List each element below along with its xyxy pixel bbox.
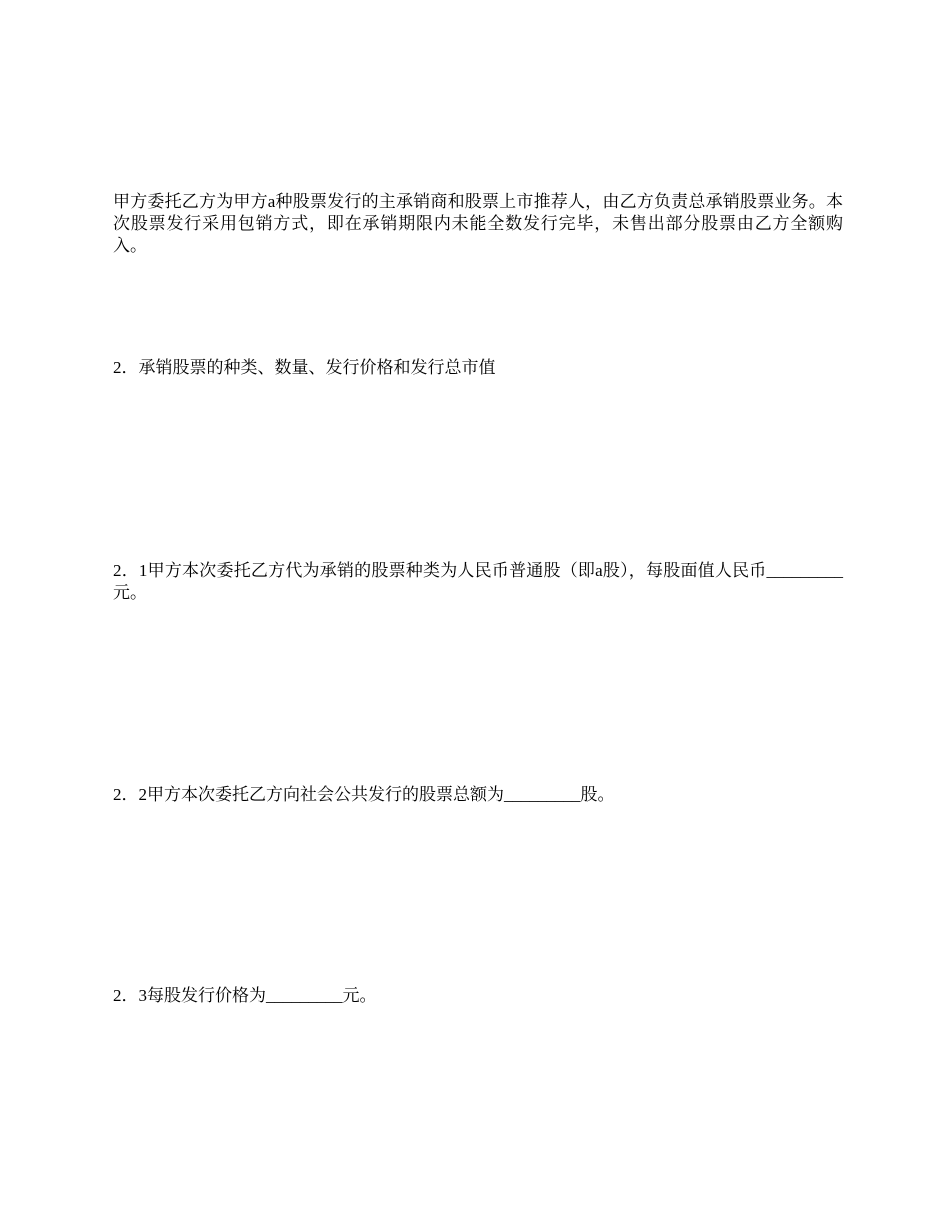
intro-paragraph: 甲方委托乙方为甲方a种股票发行的主承销商和股票上市推荐人，由乙方负责总承销股票业务。本次股票发行采用包销方式，即在承销期限内未能全数发行完毕，未售出部分股票由乙方全额购入。: [113, 192, 843, 255]
section-2-heading: 2．承销股票的种类、数量、发行价格和发行总市值: [113, 358, 496, 377]
clause-2-3-blank: _________: [266, 986, 343, 1005]
clause-2-2-blank: _________: [504, 785, 581, 804]
clause-2-1: [113, 560, 843, 604]
clause-2-1-unit: 元。: [113, 583, 147, 602]
clause-2-2: [113, 784, 843, 806]
clause-2-1-text: 2．1甲方本次委托乙方代为承销的股票种类为人民币普通股（即a股），每股面值人民币: [113, 561, 767, 580]
clause-2-1-blank: _________: [766, 561, 843, 580]
clause-2-3-text: 2．3每股发行价格为: [113, 986, 266, 1005]
clause-2-3: [113, 985, 843, 1007]
clause-2-2-text: 2．2甲方本次委托乙方向社会公共发行的股票总额为: [113, 785, 504, 804]
clause-2-2-unit: 股。: [580, 785, 615, 804]
clause-2-3-unit: 元。: [342, 986, 377, 1005]
